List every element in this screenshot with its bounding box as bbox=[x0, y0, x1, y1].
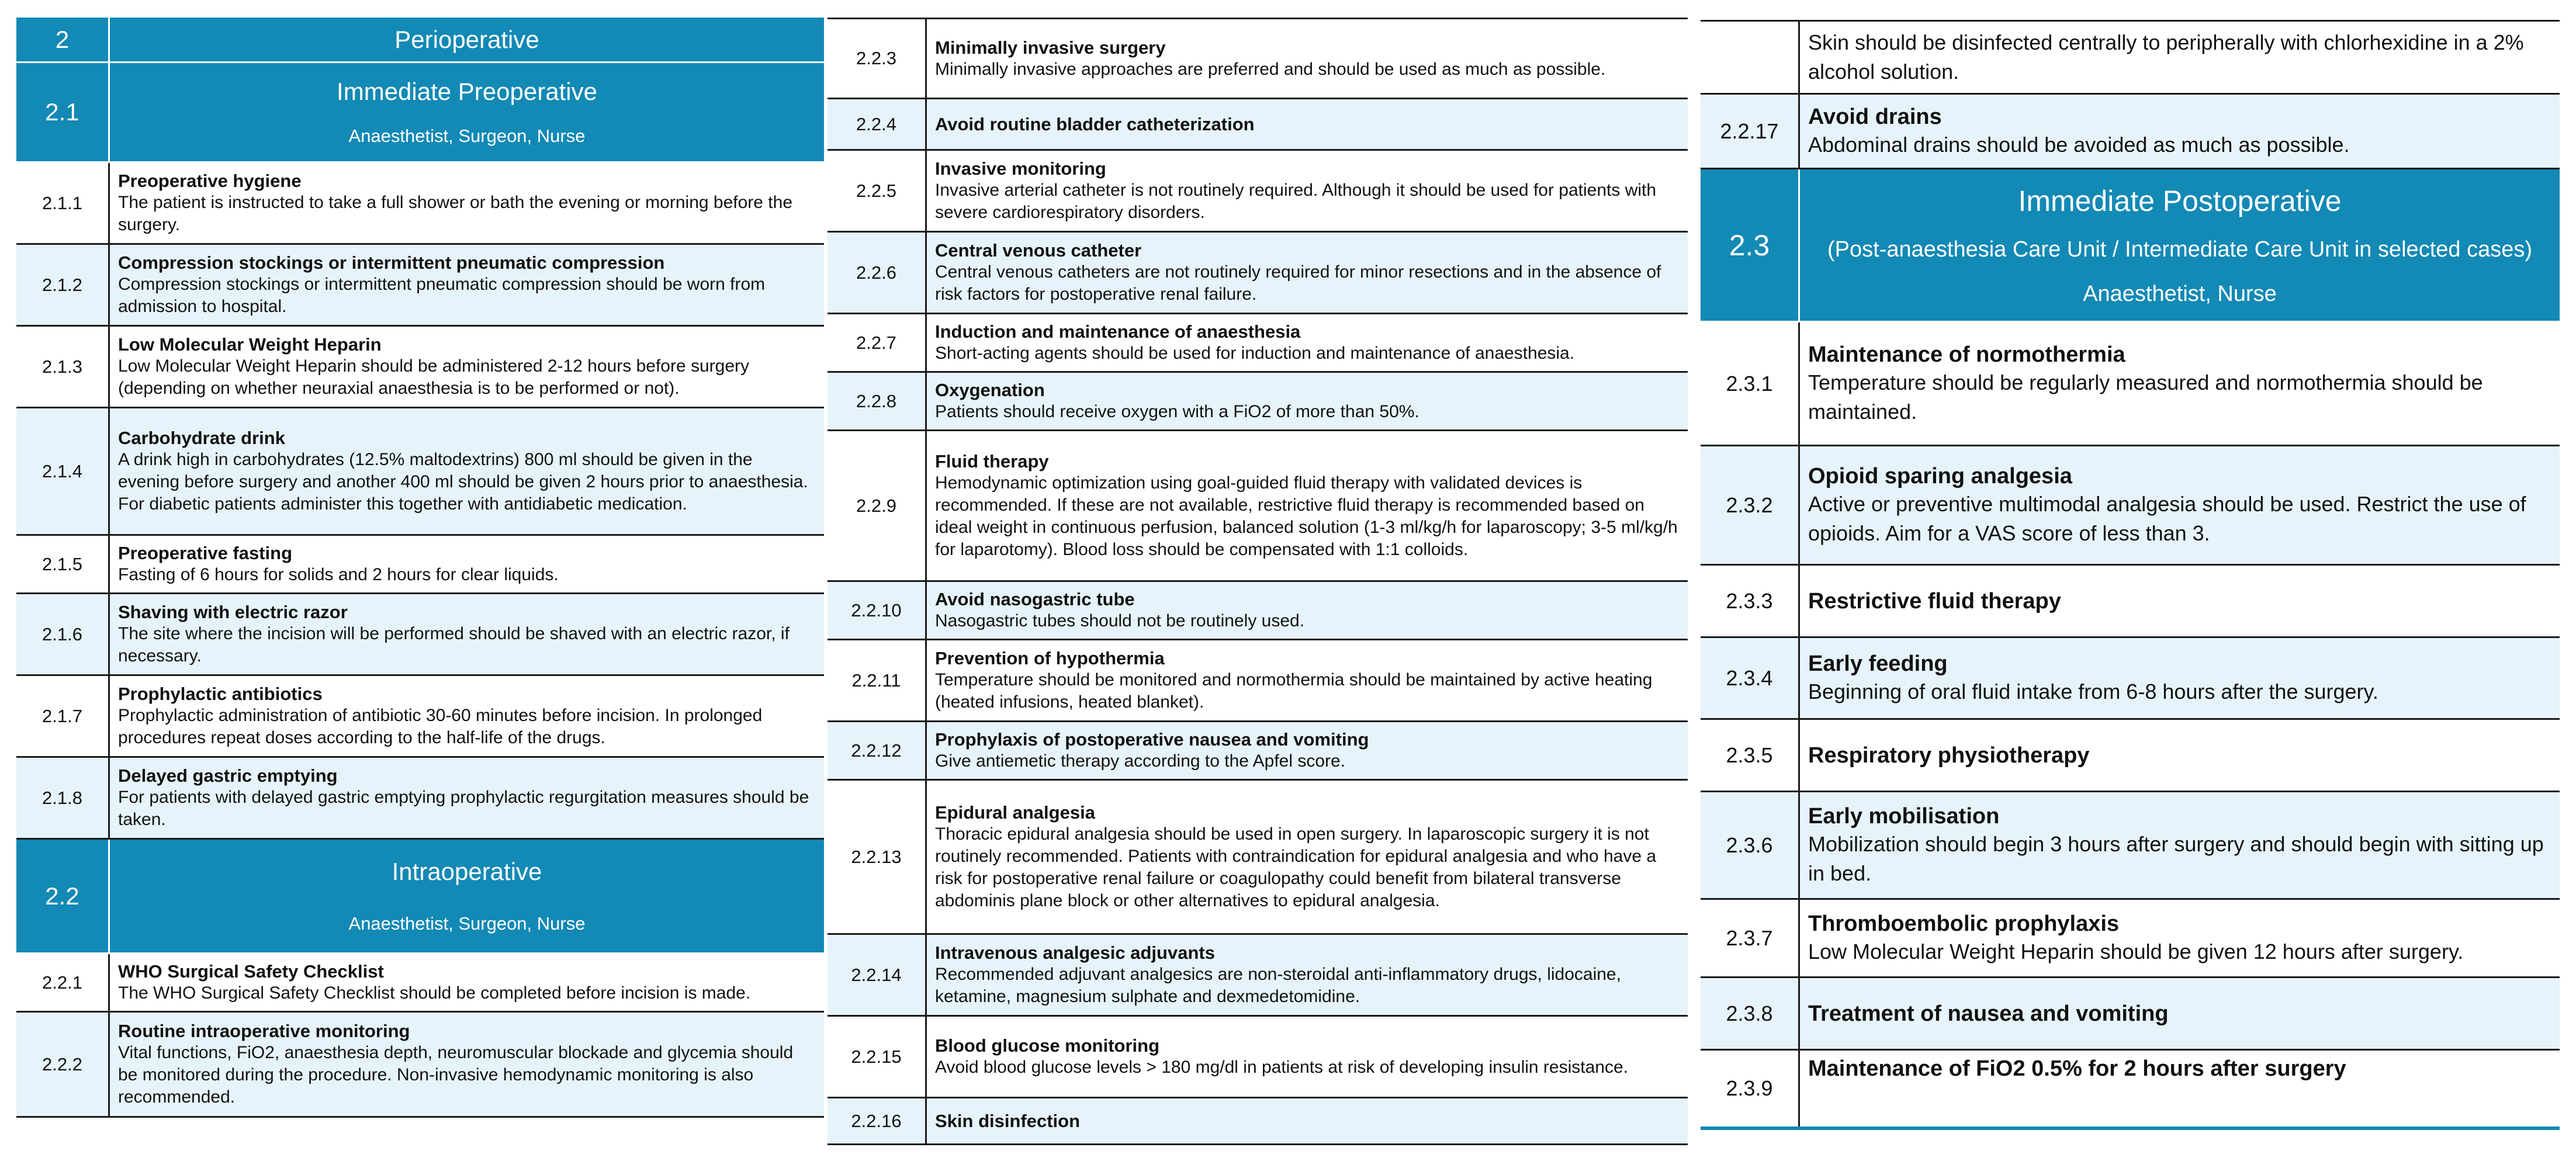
table-row bbox=[1701, 446, 2560, 566]
item-number: 2.1.6 bbox=[16, 594, 110, 674]
section-title: Perioperative bbox=[394, 25, 539, 53]
table-row bbox=[16, 676, 824, 758]
item-description: Patients should receive oxygen with a FiO2 of more than 50%. bbox=[935, 402, 1419, 421]
item-title: Opioid sparing analgesia bbox=[1808, 463, 2072, 488]
table-row bbox=[827, 373, 1688, 431]
item-description: Beginning of oral fluid intake from 6-8 hours after the surgery. bbox=[1808, 679, 2378, 703]
item-title: Restrictive fluid therapy bbox=[1808, 588, 2061, 614]
item-description: Mobilization should begin 3 hours after surgery and should begin with sitting up in bed. bbox=[1808, 831, 2544, 885]
section-number: 2.2 bbox=[16, 840, 110, 952]
item-title: Central venous catheter bbox=[935, 240, 1142, 261]
section-title: Immediate Preoperative bbox=[337, 78, 597, 105]
table-row bbox=[16, 163, 824, 245]
item-number: 2.2.9 bbox=[827, 431, 927, 580]
section-number: 2.1 bbox=[16, 63, 110, 161]
item-description: Central venous catheters are not routinely required for minor resections and in the absence of risk factors for postoperative renal failure. bbox=[935, 262, 1661, 304]
item-description: Low Molecular Weight Heparin should be given 12 hours after surgery. bbox=[1808, 939, 2464, 963]
table-row bbox=[827, 781, 1688, 935]
item-title: Fluid therapy bbox=[935, 451, 1049, 472]
item-description: Recommended adjuvant analgesics are non-steroidal anti-inflammatory drugs, lidocaine, ketamine, magnesium sulphate and dexmedetomidine. bbox=[935, 965, 1621, 1006]
item-number: 2.1.4 bbox=[16, 408, 110, 534]
item-number: 2.3.4 bbox=[1701, 638, 1800, 718]
item-number: 2.2.7 bbox=[827, 314, 927, 371]
item-title: Avoid drains bbox=[1808, 104, 1942, 129]
item-title: Thromboembolic prophylaxis bbox=[1808, 911, 2120, 936]
table-row bbox=[16, 954, 824, 1013]
table-row bbox=[16, 245, 824, 327]
item-title: Early mobilisation bbox=[1808, 803, 2000, 829]
item-number: 2.3.6 bbox=[1701, 792, 1800, 898]
item-number: 2.2.14 bbox=[827, 935, 927, 1015]
table-row bbox=[827, 1017, 1688, 1098]
item-title: Avoid nasogastric tube bbox=[935, 589, 1135, 609]
item-description: Active or preventive multimodal analgesia should be used. Restrict the use of opioids. Aim for a VAS score of less than 3. bbox=[1808, 491, 2526, 545]
table-row bbox=[827, 722, 1688, 781]
table-row bbox=[1701, 900, 2560, 978]
item-description: Short-acting agents should be used for induction and maintenance of anaesthesia. bbox=[935, 344, 1575, 363]
item-number: 2.2.2 bbox=[16, 1013, 110, 1116]
table-row bbox=[16, 758, 824, 840]
table-row bbox=[827, 1098, 1688, 1145]
item-description: Minimally invasive approaches are preferred and should be used as much as possible. bbox=[935, 59, 1606, 79]
item-number: 2.2.16 bbox=[827, 1098, 927, 1143]
item-title: Intravenous analgesic adjuvants bbox=[935, 942, 1215, 963]
item-description: Invasive arterial catheter is not routinely required. Although it should be used for patients with severe cardiorespiratory disorders. bbox=[935, 181, 1657, 222]
section-staff: Anaesthetist, Surgeon, Nurse bbox=[348, 126, 586, 146]
item-title: Delayed gastric emptying bbox=[118, 765, 338, 786]
table-row bbox=[16, 327, 824, 408]
item-number: 2.1.3 bbox=[16, 327, 110, 407]
table-row bbox=[1701, 323, 2560, 446]
table-row bbox=[827, 431, 1688, 582]
section-header-immediate-postoperative bbox=[1701, 169, 2560, 323]
section-subtitle: (Post-anaesthesia Care Unit / Intermediate Care Unit in selected cases) bbox=[1827, 237, 2532, 262]
item-title: Carbohydrate drink bbox=[118, 428, 285, 448]
item-description: Avoid blood glucose levels > 180 mg/dl in patients at risk of developing insulin resistance. bbox=[935, 1058, 1628, 1077]
item-description: A drink high in carbohydrates (12.5% maltodextrins) 800 ml should be given in the evening before surgery and another 400 ml should be given 2 hours prior to anaesthesia. For diabetic patients administer this together with antidiabetic medication. bbox=[118, 450, 808, 514]
table-row bbox=[1701, 1051, 2560, 1127]
item-description: Thoracic epidural analgesia should be used in open surgery. In laparoscopic surgery it is not routinely recommended. Patients with contraindication for epidural analgesia and who have a risk for postoperative renal failure or coagulopathy could benefit from bilateral transverse abdominis plane block or other alternatives to epidural analgesia. bbox=[935, 824, 1657, 910]
table-row bbox=[1701, 978, 2560, 1051]
item-title: Blood glucose monitoring bbox=[935, 1035, 1160, 1056]
item-title: Low Molecular Weight Heparin bbox=[118, 334, 382, 355]
item-description: Skin should be disinfected centrally to peripherally with chlorhexidine in a 2% alcohol solution. bbox=[1808, 30, 2524, 84]
table-row bbox=[827, 233, 1688, 314]
item-number: 2.2.5 bbox=[827, 151, 927, 231]
item-number: 2.2.1 bbox=[16, 954, 110, 1011]
table-row bbox=[827, 151, 1688, 233]
item-number: 2.1.5 bbox=[16, 536, 110, 592]
table-row bbox=[827, 935, 1688, 1017]
table-row bbox=[1701, 638, 2560, 720]
item-number: 2.3.3 bbox=[1701, 566, 1800, 636]
item-number: 2.2.4 bbox=[827, 99, 927, 149]
item-number: 2.1.2 bbox=[16, 245, 110, 325]
table-row bbox=[16, 408, 824, 536]
item-title: Oxygenation bbox=[935, 380, 1045, 400]
item-title: Avoid routine bladder catheterization bbox=[935, 114, 1255, 134]
item-title: WHO Surgical Safety Checklist bbox=[118, 961, 384, 982]
item-description: The patient is instructed to take a full shower or bath the evening or morning before the surgery. bbox=[118, 193, 793, 234]
item-title: Early feeding bbox=[1808, 651, 1948, 676]
item-number: 2.3.8 bbox=[1701, 978, 1800, 1049]
item-title: Compression stockings or intermittent pneumatic compression bbox=[118, 252, 665, 273]
item-description: For patients with delayed gastric emptying prophylactic regurgitation measures should be taken. bbox=[118, 788, 809, 829]
item-title: Induction and maintenance of anaesthesia bbox=[935, 321, 1301, 342]
table-row bbox=[1701, 792, 2560, 900]
item-description: Temperature should be monitored and normothermia should be maintained by active heating (heated infusions, heated blanket). bbox=[935, 670, 1653, 712]
table-row bbox=[827, 640, 1688, 722]
bottom-rule bbox=[1701, 1127, 2560, 1130]
item-number: 2.2.15 bbox=[827, 1017, 927, 1097]
table-row bbox=[827, 582, 1688, 640]
item-number: 2.1.1 bbox=[16, 163, 110, 243]
item-description: Prophylactic administration of antibiotic 30-60 minutes before incision. In prolonged procedures repeat doses according to the half-life of the drugs. bbox=[118, 706, 763, 747]
item-number: 2.2.10 bbox=[827, 582, 927, 639]
item-number: 2.2.8 bbox=[827, 373, 927, 429]
table-row bbox=[1701, 720, 2560, 792]
item-number: 2.3.7 bbox=[1701, 900, 1800, 976]
item-title: Respiratory physiotherapy bbox=[1808, 743, 2090, 768]
item-title: Preoperative hygiene bbox=[118, 171, 302, 191]
item-number bbox=[1701, 22, 1800, 93]
column-intraoperative bbox=[827, 18, 1688, 1145]
section-staff: Anaesthetist, Nurse bbox=[2083, 281, 2277, 306]
item-title: Epidural analgesia bbox=[935, 802, 1095, 823]
table-row bbox=[16, 536, 824, 594]
item-number: 2.3.5 bbox=[1701, 720, 1800, 791]
table-row bbox=[827, 99, 1688, 151]
section-number: 2.3 bbox=[1701, 169, 1800, 321]
section-title: Intraoperative bbox=[392, 858, 542, 886]
item-description: Low Molecular Weight Heparin should be administered 2-12 hours before surgery (depending on whether neuraxial anaesthesia is to be performed or not). bbox=[118, 356, 750, 398]
item-number: 2.3.2 bbox=[1701, 446, 1800, 564]
item-number: 2.2.13 bbox=[827, 781, 927, 933]
item-title: Invasive monitoring bbox=[935, 158, 1106, 179]
section-staff: Anaesthetist, Surgeon, Nurse bbox=[348, 913, 586, 934]
item-description: Give antiemetic therapy according to the Apfel score. bbox=[935, 751, 1346, 771]
item-description: Nasogastric tubes should not be routinely used. bbox=[935, 611, 1305, 630]
item-title: Prophylactic antibiotics bbox=[118, 684, 323, 704]
table-row bbox=[16, 594, 824, 676]
section-header-intraoperative bbox=[16, 840, 824, 954]
item-number: 2.3.9 bbox=[1701, 1051, 1800, 1127]
column-preoperative bbox=[16, 18, 824, 1118]
item-description: The WHO Surgical Safety Checklist should be completed before incision is made. bbox=[118, 983, 751, 1003]
item-number: 2.2.12 bbox=[827, 722, 927, 779]
table-row bbox=[827, 314, 1688, 373]
item-number: 2.1.8 bbox=[16, 758, 110, 838]
section-header-immediate-preoperative bbox=[16, 63, 824, 163]
item-description: Fasting of 6 hours for solids and 2 hours for clear liquids. bbox=[118, 565, 559, 584]
table-row bbox=[1701, 95, 2560, 169]
item-number: 2.2.3 bbox=[827, 19, 927, 98]
item-title: Maintenance of FiO2 0.5% for 2 hours after surgery bbox=[1808, 1056, 2346, 1081]
item-number: 2.2.17 bbox=[1701, 95, 1800, 168]
item-description: The site where the incision will be performed should be shaved with an electric razor, if necessary. bbox=[118, 624, 790, 666]
table-row bbox=[827, 18, 1688, 99]
section-number: 2 bbox=[16, 18, 110, 61]
column-postoperative bbox=[1701, 20, 2560, 1130]
item-description: Compression stockings or intermittent pneumatic compression should be worn from admission to hospital. bbox=[118, 275, 766, 316]
item-title: Skin disinfection bbox=[935, 1111, 1081, 1131]
item-description: Vital functions, FiO2, anaesthesia depth, neuromuscular blockade and glycemia should be monitored during the procedure. Non-invasive hemodynamic monitoring is also recommended. bbox=[118, 1043, 794, 1107]
table-row bbox=[1701, 566, 2560, 638]
item-number: 2.2.6 bbox=[827, 233, 927, 313]
item-title: Routine intraoperative monitoring bbox=[118, 1021, 410, 1041]
item-description: Temperature should be regularly measured and normothermia should be maintained. bbox=[1808, 370, 2483, 424]
table-row bbox=[1701, 20, 2560, 95]
item-description: Hemodynamic optimization using goal-guided fluid therapy with validated devices is recommended. If these are not available, restrictive fluid therapy is recommended based on ideal weight in continuous perfusion, balanced solution (1-3 ml/kg/h for laparoscopy; 3-5 ml/kg/h for laparotomy). Blood loss should be compensated with 1:1 colloids. bbox=[935, 473, 1678, 559]
item-title: Maintenance of normothermia bbox=[1808, 342, 2125, 367]
item-title: Minimally invasive surgery bbox=[935, 37, 1166, 58]
item-number: 2.2.11 bbox=[827, 640, 927, 720]
item-title: Prophylaxis of postoperative nausea and vomiting bbox=[935, 729, 1369, 750]
section-header-perioperative bbox=[16, 18, 824, 63]
item-number: 2.1.7 bbox=[16, 676, 110, 756]
section-title: Immediate Postoperative bbox=[2018, 184, 2342, 217]
item-number: 2.3.1 bbox=[1701, 323, 1800, 445]
item-title: Treatment of nausea and vomiting bbox=[1808, 1001, 2169, 1026]
item-description: Abdominal drains should be avoided as much as possible. bbox=[1808, 132, 2350, 157]
item-title: Prevention of hypothermia bbox=[935, 648, 1165, 668]
table-row bbox=[16, 1013, 824, 1118]
item-title: Shaving with electric razor bbox=[118, 602, 348, 622]
item-title: Preoperative fasting bbox=[118, 543, 293, 563]
